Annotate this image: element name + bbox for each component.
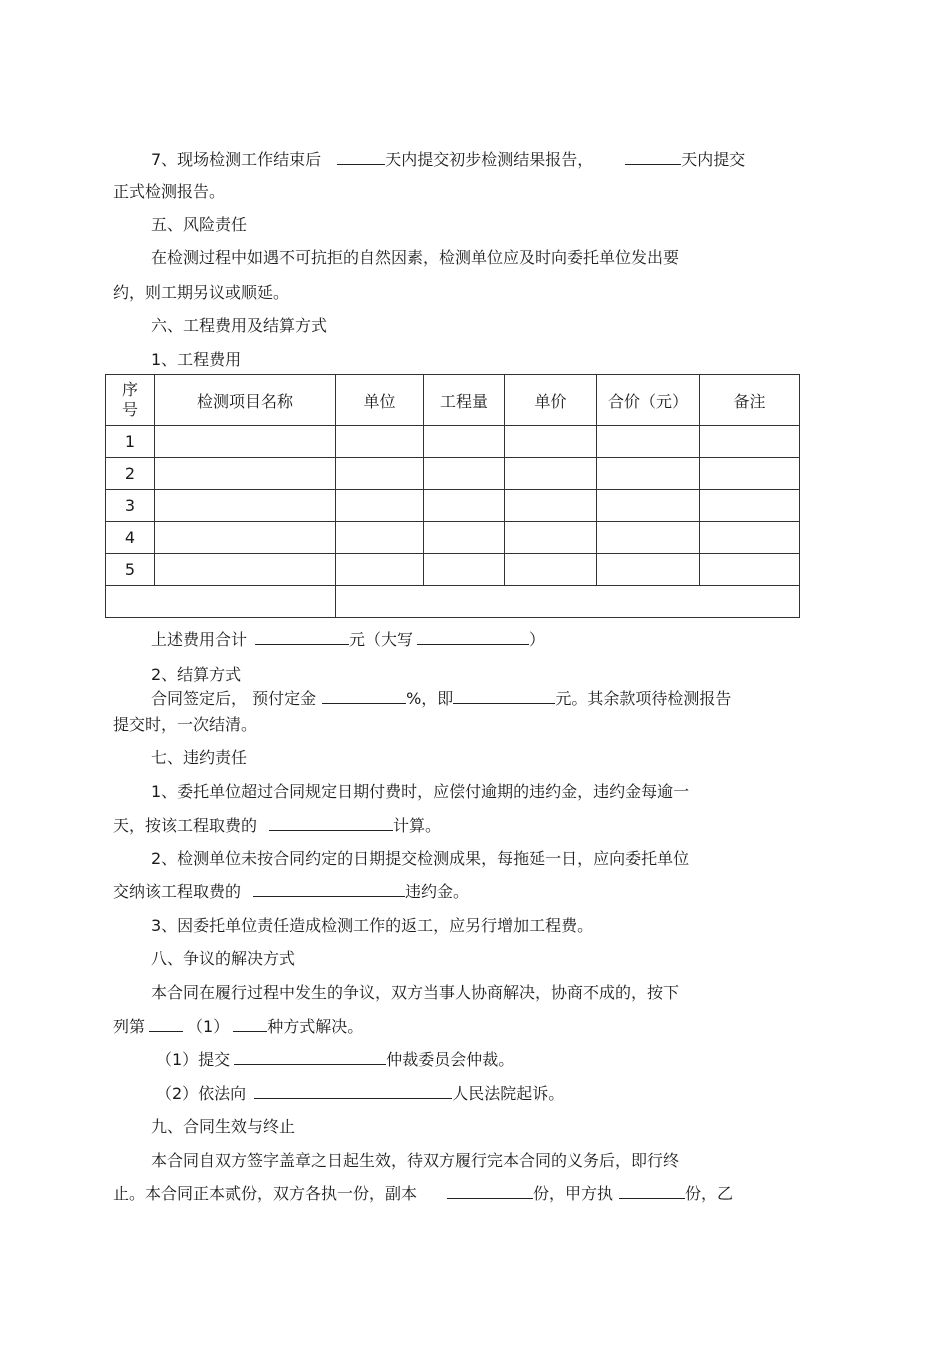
summary-value-cell[interactable] <box>336 586 800 618</box>
header-seq: 序 号 <box>106 375 155 426</box>
cell-total[interactable] <box>597 522 700 554</box>
fee-table-header <box>106 375 800 426</box>
initial-report-days-blank[interactable] <box>337 150 385 165</box>
section-8-option-1: （1）提交 仲裁委员会仲裁。 <box>156 1050 515 1069</box>
cell-total[interactable] <box>597 554 700 586</box>
section-7-1-line-2: 天，按该工程取费的 计算。 <box>113 816 442 835</box>
para-7-line-1: 7、现场检测工作结束后 天内提交初步检测结果报告， 天内提交 <box>151 150 746 169</box>
cell-total[interactable] <box>597 426 700 458</box>
table-row <box>106 426 800 458</box>
arbitration-committee-blank[interactable] <box>234 1050 386 1065</box>
summary-label-cell[interactable] <box>106 586 336 618</box>
dispute-method-blank-2[interactable] <box>233 1017 267 1032</box>
cell-quantity[interactable] <box>424 426 505 458</box>
fee-total-amount-blank[interactable] <box>255 630 349 645</box>
header-total: 合价（元） <box>597 375 700 426</box>
fee-total-line: 上述费用合计 元（大写 ） <box>151 630 546 649</box>
section-5-text-2: 约，则工期另议或顺延。 <box>113 283 290 302</box>
cell-total[interactable] <box>597 490 700 522</box>
deposit-percent-blank[interactable] <box>322 689 406 704</box>
section-7-2-line-2: 交纳该工程取费的 违约金。 <box>113 882 470 901</box>
section-7-title: 七、违约责任 <box>151 748 248 767</box>
table-summary-row <box>106 586 800 618</box>
cell-note[interactable] <box>700 522 800 554</box>
section-5-title: 五、风险责任 <box>151 215 248 234</box>
section-8-title: 八、争议的解决方式 <box>151 949 296 968</box>
table-row <box>106 458 800 490</box>
cell-item-name[interactable] <box>155 458 336 490</box>
cell-total[interactable] <box>597 458 700 490</box>
header-unit: 单位 <box>336 375 424 426</box>
section-9-line-1: 本合同自双方签字盖章之日起生效，待双方履行完本合同的义务后，即行终 <box>151 1151 680 1170</box>
section-7-3: 3、因委托单位责任造成检测工作的返工，应另行增加工程费。 <box>151 916 594 935</box>
cell-unit[interactable] <box>336 458 424 490</box>
cell-item-name[interactable] <box>155 522 336 554</box>
cell-note[interactable] <box>700 554 800 586</box>
cell-unit-price[interactable] <box>505 522 597 554</box>
cell-note[interactable] <box>700 458 800 490</box>
header-unit-price: 单价 <box>505 375 597 426</box>
cell-unit[interactable] <box>336 554 424 586</box>
copies-count-blank[interactable] <box>447 1184 533 1199</box>
fee-total-uppercase-blank[interactable] <box>417 630 529 645</box>
late-payment-rate-blank[interactable] <box>269 816 393 831</box>
deposit-amount-blank[interactable] <box>453 689 555 704</box>
cell-item-name[interactable] <box>155 490 336 522</box>
cell-unit-price[interactable] <box>505 554 597 586</box>
cell-note[interactable] <box>700 490 800 522</box>
court-name-blank[interactable] <box>254 1084 452 1099</box>
party-a-copies-blank[interactable] <box>619 1184 685 1199</box>
settlement-line-1: 合同签定后， 预付定金 %，即 元。其余款项待检测报告 <box>151 689 732 708</box>
header-note: 备注 <box>700 375 800 426</box>
cell-quantity[interactable] <box>424 490 505 522</box>
section-9-line-2: 止。本合同正本贰份，双方各执一份，副本 份，甲方执 份，乙 <box>113 1184 734 1203</box>
table-row <box>106 554 800 586</box>
cell-unit-price[interactable] <box>505 490 597 522</box>
cell-unit[interactable] <box>336 522 424 554</box>
row-seq: 3 <box>106 490 155 522</box>
formal-report-days-blank[interactable] <box>625 150 681 165</box>
row-seq: 4 <box>106 522 155 554</box>
cell-unit-price[interactable] <box>505 458 597 490</box>
para-7-line-2: 正式检测报告。 <box>113 182 226 201</box>
section-6-1-title: 1、工程费用 <box>151 350 242 369</box>
cell-quantity[interactable] <box>424 554 505 586</box>
section-9-title: 九、合同生效与终止 <box>151 1117 296 1136</box>
section-7-1-line-1: 1、委托单位超过合同规定日期付费时，应偿付逾期的违约金，违约金每逾一 <box>151 782 690 801</box>
row-seq: 1 <box>106 426 155 458</box>
section-5-text-1: 在检测过程中如遇不可抗拒的自然因素，检测单位应及时向委托单位发出要 <box>151 248 680 267</box>
section-8-line-2: 列第 （1） 种方式解决。 <box>113 1017 364 1036</box>
section-7-2-line-1: 2、检测单位未按合同约定的日期提交检测成果，每拖延一日，应向委托单位 <box>151 849 690 868</box>
header-quantity: 工程量 <box>424 375 505 426</box>
table-row <box>106 522 800 554</box>
cell-item-name[interactable] <box>155 426 336 458</box>
section-8-option-2: （2）依法向 人民法院起诉。 <box>156 1084 565 1103</box>
section-6-2-title: 2、结算方式 <box>151 665 242 684</box>
settlement-line-2: 提交时，一次结清。 <box>113 715 258 734</box>
cell-unit[interactable] <box>336 426 424 458</box>
cell-unit[interactable] <box>336 490 424 522</box>
section-6-title: 六、工程费用及结算方式 <box>151 316 328 335</box>
table-row <box>106 490 800 522</box>
late-delivery-rate-blank[interactable] <box>253 882 405 897</box>
cell-note[interactable] <box>700 426 800 458</box>
row-seq: 2 <box>106 458 155 490</box>
fee-table <box>105 374 800 618</box>
row-seq: 5 <box>106 554 155 586</box>
cell-quantity[interactable] <box>424 522 505 554</box>
section-8-line-1: 本合同在履行过程中发生的争议，双方当事人协商解决，协商不成的，按下 <box>151 983 680 1002</box>
header-item-name: 检测项目名称 <box>155 375 336 426</box>
dispute-method-blank-1[interactable] <box>149 1017 183 1032</box>
cell-item-name[interactable] <box>155 554 336 586</box>
cell-unit-price[interactable] <box>505 426 597 458</box>
cell-quantity[interactable] <box>424 458 505 490</box>
